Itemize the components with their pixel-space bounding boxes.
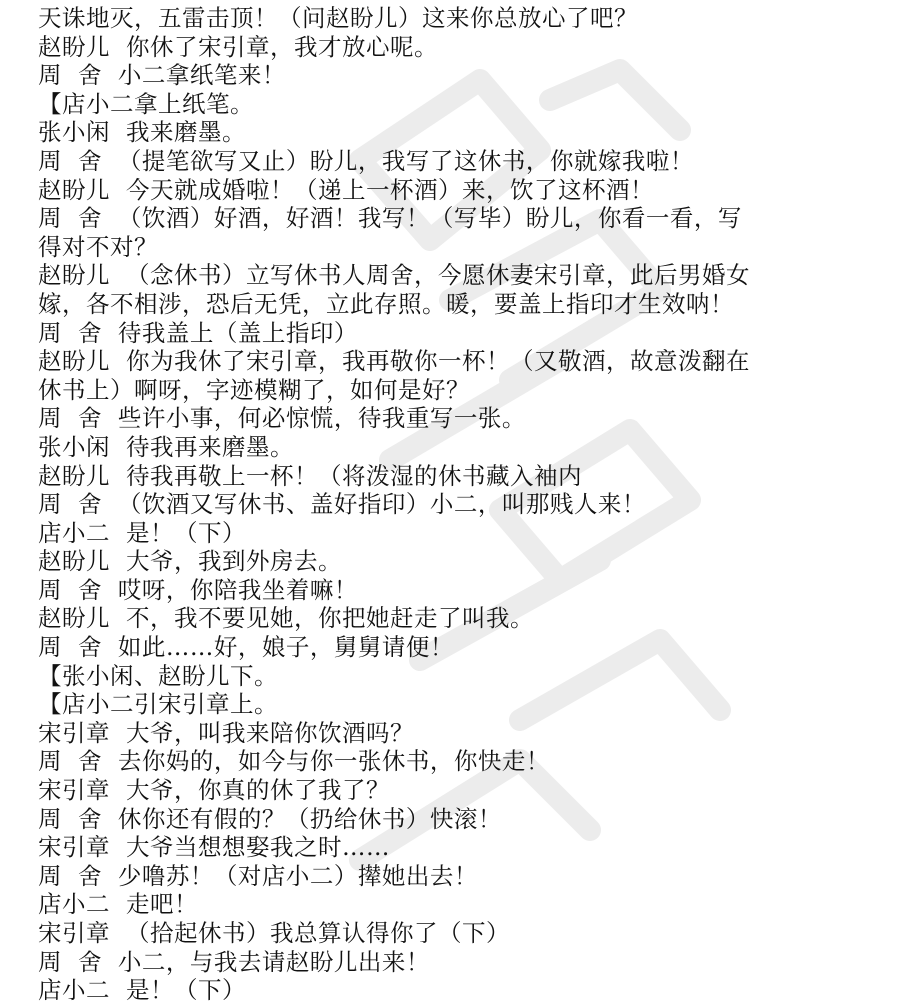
script-line: 宋引章 大爷，你真的休了我了？	[38, 776, 390, 805]
script-line: 【店小二引宋引章上。	[38, 690, 278, 719]
script-line: 周 舍 （饮酒）好酒，好酒！我写！（写毕）盼儿，你看一看，写	[38, 204, 742, 233]
script-line: 宋引章 大爷当想想娶我之时……	[38, 833, 390, 862]
script-line: 赵盼儿 待我再敬上一杯！（将泼湿的休书藏入袖内	[38, 461, 582, 490]
script-line: 赵盼儿 你为我休了宋引章，我再敬你一杯！（又敬酒，故意泼翻在	[38, 347, 750, 376]
script-line: 宋引章 （拾起休书）我总算认得你了（下）	[38, 919, 510, 947]
script-line: 周 舍 （饮酒又写休书、盖好指印）小二，叫那贱人来！	[38, 490, 646, 519]
script-line: 店小二 是！（下）	[38, 976, 246, 1005]
script-line: 赵盼儿 （念休书）立写休书人周舍，今愿休妻宋引章，此后男婚女	[38, 261, 750, 290]
script-line: 张小闲 待我再来磨墨。	[38, 432, 294, 461]
script-line: 【店小二拿上纸笔。	[38, 89, 254, 118]
script-line: 店小二 是！（下）	[38, 518, 246, 547]
script-line: 得对不对？	[38, 232, 158, 261]
script-line: 店小二 走吧！	[38, 890, 198, 919]
script-line: 周 舍 如此……好，娘子，舅舅请便！	[38, 633, 454, 662]
script-line: 赵盼儿 今天就成婚啦！（递上一杯酒）来，饮了这杯酒！	[38, 175, 654, 204]
script-line: 赵盼儿 大爷，我到外房去。	[38, 547, 342, 576]
script-line: 周 舍 去你妈的，如今与你一张休书，你快走！	[38, 747, 550, 776]
script-line: 休书上）啊呀，字迹模糊了，如何是好？	[38, 375, 470, 404]
script-line: 赵盼儿 不，我不要见她，你把她赶走了叫我。	[38, 604, 534, 633]
script-line: 天诛地灭，五雷击顶！（问赵盼儿）这来你总放心了吧？	[38, 4, 638, 32]
script-line: 嫁，各不相涉，恐后无凭，立此存照。暖，要盖上指印才生效呐！	[38, 289, 734, 318]
script-line: 【张小闲、赵盼儿下。	[38, 661, 278, 690]
script-line: 周 舍 （提笔欲写又止）盼儿，我写了这休书，你就嫁我啦！	[38, 146, 694, 175]
script-line: 张小闲 我来磨墨。	[38, 118, 246, 147]
script-line: 周 舍 小二，与我去请赵盼儿出来！	[38, 947, 430, 976]
script-text-block	[38, 4, 888, 1005]
script-line: 周 舍 小二拿纸笔来！	[38, 61, 286, 90]
script-line: 宋引章 大爷，叫我来陪你饮酒吗？	[38, 718, 414, 747]
script-line: 周 舍 休你还有假的？（扔给休书）快滚！	[38, 804, 502, 833]
script-line: 周 舍 少噜苏！（对店小二）撵她出去！	[38, 861, 478, 890]
script-line: 周 舍 些许小事，何必惊慌，待我重写一张。	[38, 404, 526, 433]
script-line: 周 舍 哎呀，你陪我坐着嘛！	[38, 575, 358, 604]
script-line: 赵盼儿 你休了宋引章，我才放心呢。	[38, 32, 438, 61]
script-line: 周 舍 待我盖上（盖上指印）	[38, 318, 358, 347]
